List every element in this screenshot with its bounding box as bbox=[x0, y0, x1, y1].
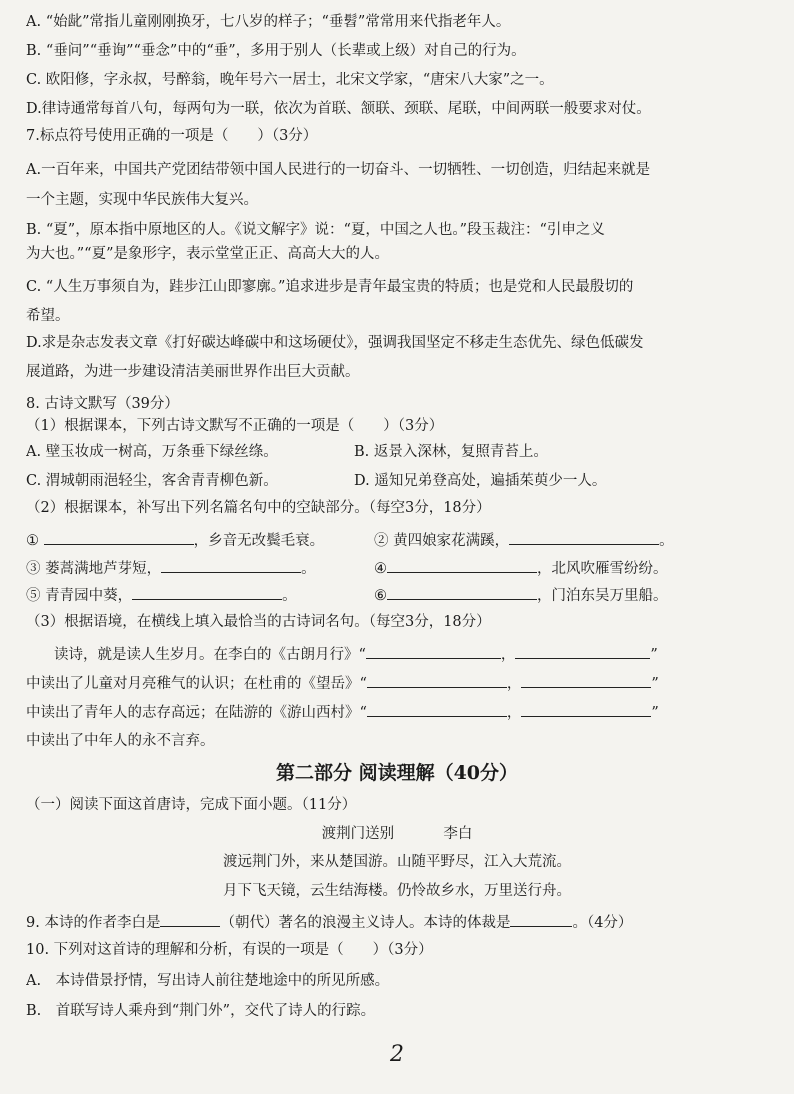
section-one-instruction: （一）阅读下面这首唐诗，完成下面小题。（11分） bbox=[26, 797, 357, 813]
fill-5-text: 青青园中葵， bbox=[45, 588, 133, 604]
q8-sub-2: （2）根据课本，补写出下列名篇名句中的空缺部分。（每空3分，18分） bbox=[26, 500, 491, 516]
fill-1-text: ，乡音无改鬓毛衰。 bbox=[193, 533, 325, 549]
fill-4 bbox=[374, 558, 668, 579]
fill-blank-5[interactable] bbox=[132, 585, 282, 600]
fill-3-text: 蒌蒿满地芦芽短， bbox=[45, 561, 162, 577]
fill-blank-2[interactable] bbox=[509, 530, 659, 545]
question-8: 8. 古诗文默写（39分） bbox=[26, 396, 179, 412]
q8-sub-1: （1）根据课本，下列古诗文默写不正确的一项是（ ）（3分） bbox=[26, 418, 444, 434]
reading-blank-3[interactable] bbox=[367, 673, 507, 688]
fill-5-period: 。 bbox=[282, 588, 297, 604]
q7-option-b-2: 为大也。”“夏”是象形字，表示堂堂正正、高高大大的人。 bbox=[26, 246, 389, 262]
fill-row-3 bbox=[26, 585, 764, 606]
fill-blank-6[interactable] bbox=[387, 585, 537, 600]
reading-line-2 bbox=[26, 673, 764, 694]
fill-row-2 bbox=[26, 558, 764, 579]
q8-option-a: A. 壁玉妆成一树高，万条垂下绿丝绦。 bbox=[26, 444, 278, 460]
q7-option-d-2: 展道路，为进一步建设清洁美丽世界作出巨大贡献。 bbox=[26, 364, 360, 380]
question-10: 10. 下列对这首诗的理解和分析，有误的一项是（ ）（3分） bbox=[26, 942, 433, 958]
reading-3-quote: ” bbox=[651, 705, 659, 721]
fill-1-number: ① bbox=[26, 533, 39, 549]
reading-blank-6[interactable] bbox=[521, 702, 651, 717]
q8-options-cd bbox=[26, 471, 764, 491]
reading-line-3-text: 中读出了青年人的志存高远；在陆游的《游山西村》“ bbox=[26, 705, 367, 721]
fill-2-text: 黄四娘家花满蹊， bbox=[393, 533, 510, 549]
poem-heading bbox=[0, 824, 794, 844]
q10-option-b: B. 首联写诗人乘舟到“荆门外”，交代了诗人的行踪。 bbox=[26, 1003, 376, 1019]
fill-6-text: ，门泊东吴万里船。 bbox=[537, 588, 668, 604]
q8-sub-3: （3）根据语境，在横线上填入最恰当的古诗词名句。（每空3分，18分） bbox=[26, 614, 491, 630]
reading-1-comma: ， bbox=[500, 647, 516, 663]
q7-option-d-1: D.求是杂志发表文章《打好碳达峰碳中和这场硬仗》，强调我国坚定不移走生态优先、绿色低碳发 bbox=[26, 335, 644, 351]
fill-6 bbox=[374, 585, 668, 606]
q9-text-3: 。（4分） bbox=[572, 915, 633, 931]
q9-blank-dynasty[interactable] bbox=[160, 912, 220, 927]
fill-4-text: ，北风吹雁雪纷纷。 bbox=[537, 561, 668, 577]
part-two-heading: 第二部分 阅读理解（40分） bbox=[275, 762, 519, 784]
fill-2-period: 。 bbox=[659, 533, 674, 549]
q8-option-d: D. 遥知兄弟登高处，遍插茱萸少一人。 bbox=[354, 473, 607, 489]
option-c-line: C. 欧阳修，字永叔，号醉翁，晚年号六一居士，北宋文学家，“唐宋八大家”之一。 bbox=[26, 72, 554, 88]
fill-2-number: ② bbox=[374, 533, 389, 549]
q7-option-b-1: B. “夏”，原本指中原地区的人。《说文解字》说：“夏，中国之人也。”段玉裁注：“引申之义 bbox=[26, 222, 605, 238]
q7-option-c-2: 希望。 bbox=[26, 308, 70, 324]
fill-2 bbox=[374, 530, 674, 551]
reading-line-4: 中读出了中年人的永不言弃。 bbox=[26, 733, 215, 749]
poem-title: 渡荆门送别 bbox=[321, 826, 395, 842]
fill-blank-3[interactable] bbox=[161, 558, 301, 573]
reading-2-comma: ， bbox=[506, 676, 522, 692]
reading-line-1 bbox=[54, 644, 764, 665]
fill-blank-1[interactable] bbox=[44, 530, 194, 545]
reading-line-3 bbox=[26, 702, 764, 723]
reading-blank-2[interactable] bbox=[515, 644, 650, 659]
q8-option-c: C. 渭城朝雨浥轻尘，客舍青青柳色新。 bbox=[26, 473, 278, 489]
q9-text-2: （朝代）著名的浪漫主义诗人。本诗的体裁是 bbox=[220, 915, 511, 931]
q9-text-1: 9. 本诗的作者李白是 bbox=[26, 915, 161, 931]
page-number: 2 bbox=[390, 1042, 404, 1067]
q9-blank-genre[interactable] bbox=[510, 912, 572, 927]
reading-3-comma: ， bbox=[506, 705, 522, 721]
reading-2-quote: ” bbox=[651, 676, 659, 692]
poem-line-2: 月下飞天镜，云生结海楼。仍怜故乡水，万里送行舟。 bbox=[223, 883, 571, 899]
question-7: 7.标点符号使用正确的一项是（ ）（3分） bbox=[26, 128, 318, 144]
poem-author: 李白 bbox=[443, 826, 473, 842]
q7-option-c-1: C. “人生万事须自为，跬步江山即寥廓。”追求进步是青年最宝贵的特质；也是党和人民最殷切的 bbox=[26, 279, 634, 295]
option-b-line: B. “垂问”“垂询”“垂念”中的“垂”，多用于别人（长辈或上级）对自己的行为。 bbox=[26, 43, 526, 59]
fill-5-number: ⑤ bbox=[26, 588, 41, 604]
question-9 bbox=[26, 912, 764, 933]
q7-option-a-1: A.一百年来，中国共产党团结带领中国人民进行的一切奋斗、一切牺牲、一切创造，归结起来就是 bbox=[26, 162, 651, 178]
fill-4-number: ④ bbox=[374, 561, 387, 577]
q10-option-a: A. 本诗借景抒情，写出诗人前往楚地途中的所见所感。 bbox=[26, 973, 390, 989]
reading-line-2-text: 中读出了儿童对月亮稚气的认识；在杜甫的《望岳》“ bbox=[26, 676, 367, 692]
reading-1-quote: ” bbox=[650, 647, 658, 663]
fill-3-number: ③ bbox=[26, 561, 41, 577]
reading-blank-4[interactable] bbox=[521, 673, 651, 688]
q8-options-ab bbox=[26, 442, 764, 462]
q8-option-b: B. 返景入深林，复照青苔上。 bbox=[354, 444, 548, 460]
option-d-line: D.律诗通常每首八句，每两句为一联，依次为首联、颔联、颈联、尾联，中间两联一般要求对仗。 bbox=[26, 101, 651, 117]
reading-blank-5[interactable] bbox=[367, 702, 507, 717]
fill-row-1 bbox=[26, 530, 764, 551]
q7-option-a-2: 一个主题，实现中华民族伟大复兴。 bbox=[26, 192, 258, 208]
fill-6-number: ⑥ bbox=[374, 588, 387, 604]
fill-blank-4[interactable] bbox=[387, 558, 537, 573]
poem-line-1: 渡远荆门外，来从楚国游。山随平野尽，江入大荒流。 bbox=[223, 854, 571, 870]
option-a-line: A. “始龀”常指儿童刚刚换牙，七八岁的样子；“垂髫”常常用来代指老年人。 bbox=[26, 14, 511, 30]
reading-line-1-text: 读诗，就是读人生岁月。在李白的《古朗月行》“ bbox=[54, 647, 366, 663]
reading-blank-1[interactable] bbox=[366, 644, 501, 659]
fill-3-period: 。 bbox=[301, 561, 316, 577]
